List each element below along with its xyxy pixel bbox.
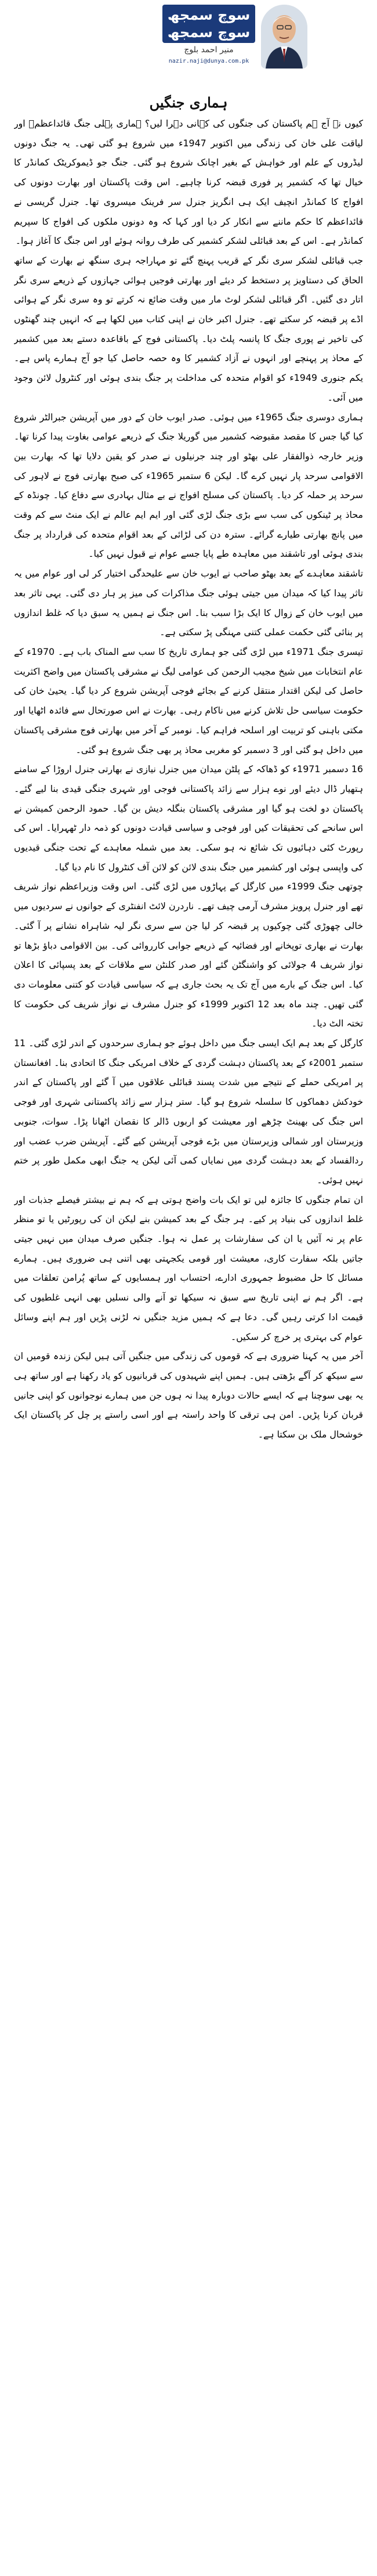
brand-line-1: سوچ سمجھ — [167, 7, 251, 23]
author-portrait — [261, 5, 307, 69]
article-paragraph: چوتھی جنگ 1999ء میں کارگل کے پہاڑوں میں لڑی گئی۔ اس وقت وزیراعظم نواز شریف تھے اور جنرل پرویز مشرف آرمی چیف تھے۔ ناردرن لائٹ انفنٹری کے جوانوں نے سردیوں میں خالی چھوڑی گئی چوکیوں پر قبضہ کر لیا جن سے سری نگر لیہ شاہراہ نشانے پر آ گئی۔ بھارت نے بھاری توپخانے اور فضائیہ کے ذریعے جوابی کارروائی کی۔ بین الاقوامی دباؤ بڑھا تو نواز شریف 4 جولائی کو واشنگٹن گئے اور صدر کلنٹن سے ملاقات کے بعد پسپائی کا اعلان کیا۔ اس جنگ کے بارے میں آج تک یہ بحث جاری ہے کہ سیاسی قیادت کو کتنی معلومات دی گئی تھیں۔ چند ماہ بعد 12 اکتوبر 1999ء کو جنرل مشرف نے نواز شریف کی حکومت کا تختہ الٹ دیا۔ — [14, 881, 363, 1029]
article-paragraph: 16 دسمبر 1971ء کو ڈھاکہ کے پلٹن میدان میں جنرل نیازی نے بھارتی جنرل اروڑا کے سامنے ہتھیار ڈال دیئے اور نوے ہزار سے زائد پاکستانی فوجی اور شہری جنگی قیدی بنا لیے گئے۔ پاکستان دو لخت ہو گیا اور مشرقی پاکستان بنگلہ دیش بن گیا۔ حمود الرحمن کمیشن نے اس سانحے کی تحقیقات کیں اور فوجی و سیاسی قیادت دونوں کو ذمہ دار ٹھہرایا۔ اس کی رپورٹ کئی دہائیوں تک شائع نہ ہو سکی۔ بعد میں شملہ معاہدے کے تحت جنگی قیدیوں کی واپسی ہوئی اور کشمیر میں جنگ بندی لائن کو لائن آف کنٹرول کا نام دیا گیا۔ — [14, 763, 363, 873]
article-body — [14, 114, 363, 2564]
author-email: nazir.naji@dunya.com.pk — [168, 58, 249, 64]
article-paragraph: ان تمام جنگوں کا جائزہ لیں تو ایک بات واضح ہوتی ہے کہ ہم نے بیشتر فیصلے جذبات اور غلط اندازوں کی بنیاد پر کیے۔ ہر جنگ کے بعد کمیشن بنے لیکن ان کی رپورٹیں یا تو منظر عام پر نہ آئیں یا ان کی سفارشات پر عمل نہ ہوا۔ جنگیں صرف میدان میں نہیں جیتی جاتیں بلکہ سفارت کاری، معیشت اور قومی یکجہتی بھی اتنی ہی ضروری ہیں۔ ہمارے مسائل کا حل مضبوط جمہوری ادارے، احتساب اور ہمسایوں کے ساتھ پُرامن تعلقات میں ہے۔ اگر ہم نے اپنی تاریخ سے سبق نہ سیکھا تو آنے والی نسلیں بھی انہی غلطیوں کی قیمت ادا کرتی رہیں گی۔ دعا ہے کہ ہمیں مزید جنگیں نہ لڑنی پڑیں اور ہم اپنے وسائل عوام کی بہتری پر خرچ کر سکیں۔ — [14, 1194, 363, 1342]
article-paragraph: تیسری جنگ 1971ء میں لڑی گئی جو ہماری تاریخ کا سب سے المناک باب ہے۔ 1970ء کے عام انتخابات میں شیخ مجیب الرحمن کی عوامی لیگ نے مشرقی پاکستان میں واضح اکثریت حاصل کی لیکن اقتدار منتقل کرنے کے بجائے فوجی آپریشن شروع کر دیا گیا۔ یحییٰ خان کی حکومت سیاسی حل تلاش کرنے میں ناکام رہی۔ بھارت نے اس صورتحال سے فائدہ اٹھایا اور مکتی باہنی کو تربیت اور اسلحہ فراہم کیا۔ نومبر کے آخر میں بھارتی فوج مشرقی پاکستان میں داخل ہو گئی اور 3 دسمبر کو مغربی محاذ پر بھی جنگ شروع ہو گئی۔ — [14, 646, 363, 755]
brand-line-2: سوچ سمجھ — [167, 24, 251, 41]
article-paragraph: کارگل کے بعد ہم ایک ایسی جنگ میں داخل ہوئے جو ہماری سرحدوں کے اندر لڑی گئی۔ 11 ستمبر 2001ء کے بعد پاکستان دہشت گردی کے خلاف امریکی جنگ کا اتحادی بنا۔ افغانستان پر امریکی حملے کے نتیجے میں شدت پسند قبائلی علاقوں میں آ گئے اور پاکستان کے اندر خودکش دھماکوں کا سلسلہ شروع ہو گیا۔ ستر ہزار سے زائد پاکستانی شہری اور فوجی اس جنگ کی بھینٹ چڑھے اور معیشت کو اربوں ڈالر کا نقصان اٹھانا پڑا۔ سوات، جنوبی وزیرستان اور شمالی وزیرستان میں بڑے فوجی آپریشن کیے گئے۔ آپریشن ضرب عضب اور ردالفساد کے بعد دہشت گردی میں نمایاں کمی آئی لیکن یہ جنگ ابھی مکمل طور پر ختم نہیں ہوئی۔ — [14, 1037, 363, 1186]
article-paragraph: کیوں نہ آج ہم پاکستان کی جنگوں کی کہانی دہرا لیں؟ ہماری پہلی جنگ قائداعظمؒ اور لیاقت علی خان کی زندگی میں اکتوبر 1947ء میں شروع ہو گئی تھی۔ یہ جنگ دونوں لیڈروں کے علم اور خواہش کے بغیر اچانک شروع ہو گئی۔ جنگ جو ڈیموکریٹک کمانڈر کا خیال تھا کہ کشمیر پر فوری قبضہ کرنا چاہیے۔ اس وقت پاکستان اور بھارت دونوں کی افواج کا کمانڈر انچیف ایک ہی انگریز جنرل سر فرینک میسروی تھا۔ جنرل گریسی نے قائداعظم کا حکم ماننے سے انکار کر دیا اور کہا کہ وہ دونوں ملکوں کی افواج کا سپریم کمانڈر ہے۔ اس کے بعد قبائلی لشکر کشمیر کی طرف روانہ ہوئے اور اس جنگ کا آغاز ہوا۔ — [14, 118, 363, 247]
article-title: ہماری جنگیں — [149, 94, 228, 111]
masthead — [93, 5, 284, 69]
article-paragraph: تاشقند معاہدے کے بعد بھٹو صاحب نے ایوب خان سے علیحدگی اختیار کر لی اور عوام میں یہ تاثر پیدا کیا کہ میدان میں جیتی ہوئی جنگ مذاکرات کی میز پر ہار دی گئی۔ یہی تاثر بعد میں ایوب خان کے زوال کا ایک بڑا سبب بنا۔ اس جنگ نے ہمیں یہ سبق دیا کہ غلط اندازوں پر بنائی گئی حکمت عملی کتنی مہنگی پڑ سکتی ہے۔ — [14, 568, 363, 638]
article-paragraph: جب قبائلی لشکر سری نگر کے قریب پہنچ گئے تو مہاراجہ ہری سنگھ نے بھارت کے ساتھ الحاق کی دستاویز پر دستخط کر دیئے اور بھارتی فوجیں ہوائی جہازوں کے ذریعے سری نگر اتار دی گئیں۔ اگر قبائلی لشکر لوٹ مار میں وقت ضائع نہ کرتے تو وہ سری نگر کے ہوائی اڈے پر قبضہ کر سکتے تھے۔ جنرل اکبر خان نے اپنی کتاب میں لکھا ہے کہ انہیں چند گھنٹوں کی تاخیر نے پوری جنگ کا پانسہ پلٹ دیا۔ پاکستانی فوج کے باقاعدہ دستے بعد میں کشمیر کے محاذ پر پہنچے اور انہوں نے آزاد کشمیر کا وہ حصہ حاصل کیا جو آج ہمارے پاس ہے۔ یکم جنوری 1949ء کو اقوام متحدہ کی مداخلت پر جنگ بندی ہوئی اور کنٹرول لائن وجود میں آئی۔ — [14, 254, 363, 403]
article-paragraph: ہماری دوسری جنگ 1965ء میں ہوئی۔ صدر ایوب خان کے دور میں آپریشن جبرالٹر شروع کیا گیا جس کا مقصد مقبوضہ کشمیر میں گوریلا جنگ کے ذریعے عوامی بغاوت پیدا کرنا تھا۔ وزیر خارجہ ذوالفقار علی بھٹو اور چند جرنیلوں نے صدر کو یقین دلایا تھا کہ بھارت بین الاقوامی سرحد پار نہیں کرے گا۔ لیکن 6 ستمبر 1965ء کی صبح بھارتی فوج نے لاہور کی سرحد پر حملہ کر دیا۔ پاکستان کی مسلح افواج نے بے مثال بہادری سے دفاع کیا۔ چونڈہ کے محاذ پر ٹینکوں کی سب سے بڑی جنگ لڑی گئی اور ایم ایم عالم نے ایک منٹ سے کم وقت میں پانچ بھارتی طیارے گرائے۔ سترہ دن کی لڑائی کے بعد اقوام متحدہ کی قرارداد پر جنگ بندی ہوئی اور تاشقند میں معاہدہ طے پایا جسے عوام نے قبول نہیں کیا۔ — [14, 411, 363, 560]
column-brand-logo — [162, 5, 255, 43]
article-paragraph: آخر میں یہ کہنا ضروری ہے کہ قوموں کی زندگی میں جنگیں آتی ہیں لیکن زندہ قومیں ان سے سیکھ کر آگے بڑھتی ہیں۔ ہمیں اپنے شہیدوں کی قربانیوں کو یاد رکھنا ہے اور ساتھ ہی یہ بھی سوچنا ہے کہ ایسے حالات دوبارہ پیدا نہ ہوں جن میں ہمارے نوجوانوں کو اپنی جانیں قربان کرنا پڑیں۔ امن ہی ترقی کا واحد راستہ ہے اور اسی راستے پر چل کر پاکستان ایک خوشحال ملک بن سکتا ہے۔ — [14, 1350, 363, 1440]
author-portrait-image — [261, 5, 307, 69]
author-name: منیر احمد بلوچ — [184, 45, 234, 55]
column-header — [0, 0, 377, 80]
